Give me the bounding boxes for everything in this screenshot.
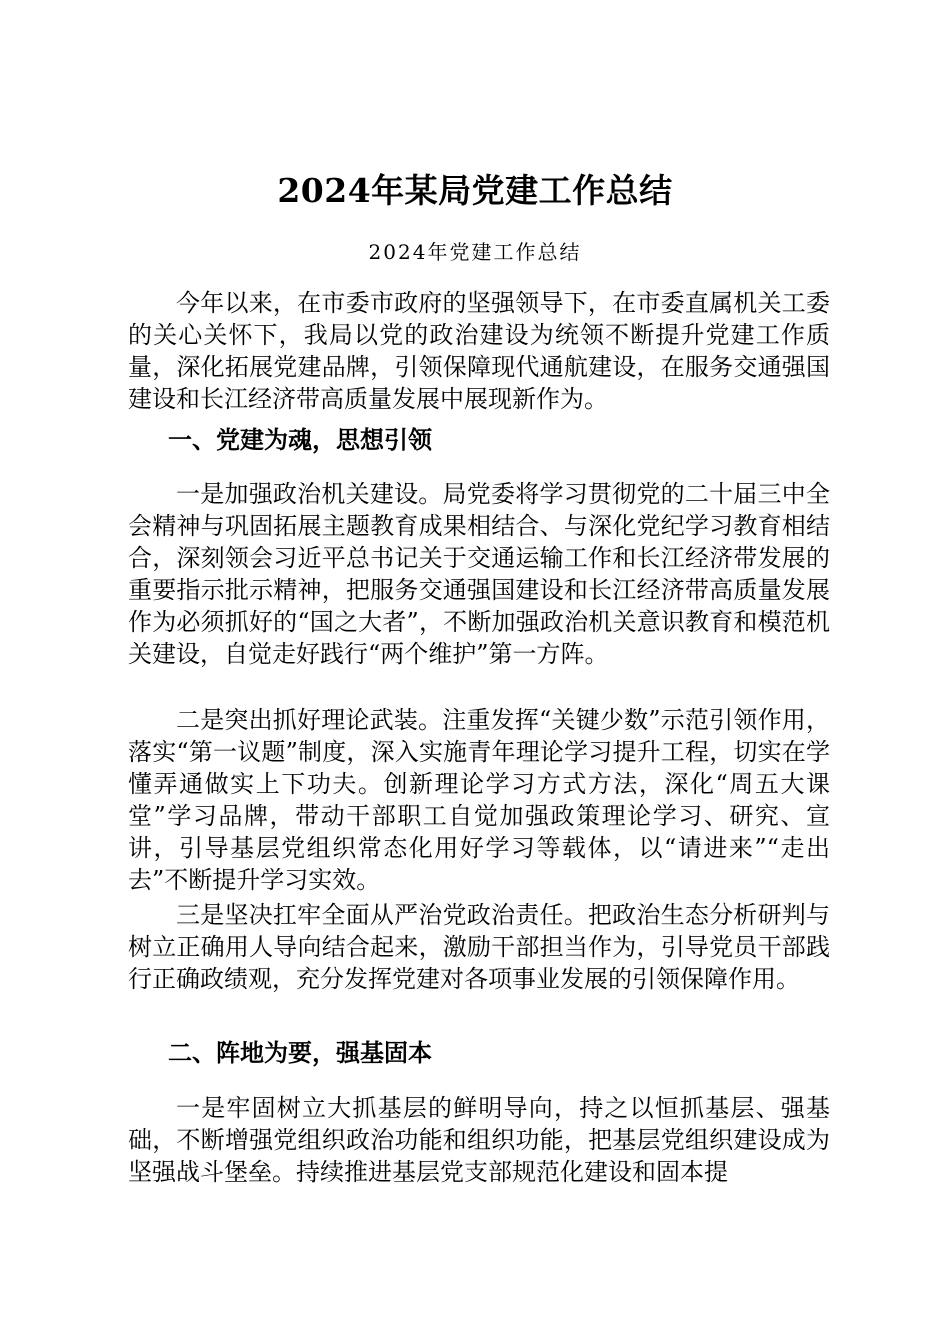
document-subtitle: 2024年党建工作总结: [368, 240, 582, 264]
document-title: 2024年某局党建工作总结: [277, 171, 673, 210]
section-1-paragraph-1: 一是加强政治机关建设。局党委将学习贯彻党的二十届三中全会精神与巩固拓展主题教育成果相结合、与深化党纪学习教育相结合，深刻领会习近平总书记关于交通运输工作和长江经济带发展的重要指示批示精神，把服务交通强国建设和长江经济带高质量发展作为必须抓好的“国之大者”，不断加强政治机关意识教育和模范机关建设，自觉走好践行“两个维护”第一方阵。: [128, 480, 830, 668]
section-2-paragraph-1: 一是牢固树立大抓基层的鲜明导向，持之以恒抓基层、强基础，不断增强党组织政治功能和组织功能，把基层党组织建设成为坚强战斗堡垒。持续推进基层党支部规范化建设和固本提: [128, 1094, 830, 1186]
section-1-paragraph-3: 三是坚决扛牢全面从严治党政治责任。把政治生态分析研判与树立正确用人导向结合起来，激励干部担当作为，引导党员干部践行正确政绩观，充分发挥党建对各项事业发展的引领保障作用。: [128, 901, 830, 993]
section-1-paragraph-2: 二是突出抓好理论武装。注重发挥“关键少数”示范引领作用，落实“第一议题”制度，深入实施青年理论学习提升工程，切实在学懂弄通做实上下功夫。创新理论学习方式方法，深化“周五大课堂”学习品牌，带动干部职工自觉加强政策理论学习、研究、宣讲，引导基层党组织常态化用好学习等载体，以“请进来”“走出去”不断提升学习实效。: [128, 706, 830, 894]
section-heading-2: 二、阵地为要，强基固本: [168, 1038, 432, 1067]
section-heading-1: 一、党建为魂，思想引领: [168, 425, 432, 454]
intro-paragraph: 今年以来，在市委市政府的坚强领导下，在市委直属机关工委的关心关怀下，我局以党的政治建设为统领不断提升党建工作质量，深化拓展党建品牌，引领保障现代通航建设，在服务交通强国建设和长江经济带高质量发展中展现新作为。: [128, 289, 830, 413]
